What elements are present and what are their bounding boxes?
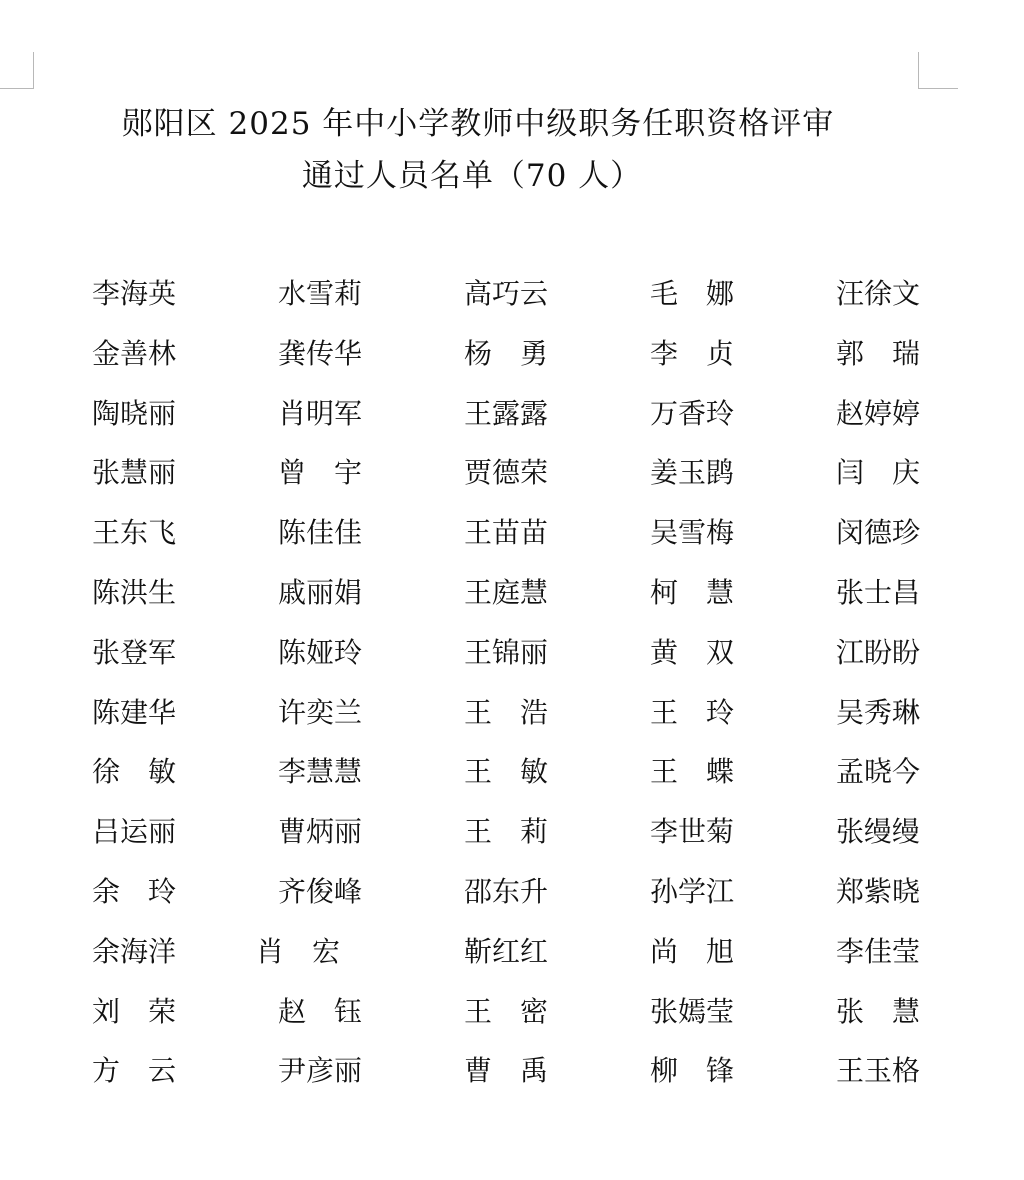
name-entry: 齐俊峰 <box>278 875 363 908</box>
name-entry: 曾 宇 <box>278 456 363 490</box>
name-entry: 王 玲 <box>650 695 735 729</box>
name-entry: 金善林 <box>92 336 177 370</box>
name-entry: 邵东升 <box>464 875 549 908</box>
name-entry: 柯 慧 <box>650 576 735 609</box>
name-entry: 李海英 <box>92 277 177 310</box>
name-entry: 张士昌 <box>836 576 921 609</box>
name-entry: 高巧云 <box>464 277 549 310</box>
name-entry: 曹炳丽 <box>278 815 363 849</box>
name-entry: 方 云 <box>92 1054 177 1088</box>
name-entry: 王苗苗 <box>464 516 549 550</box>
name-entry: 张嫣莹 <box>650 994 735 1028</box>
name-entry: 吕运丽 <box>92 815 177 849</box>
name-entry: 刘 荣 <box>92 994 177 1028</box>
name-entry: 陶晓丽 <box>92 396 177 430</box>
name-entry: 郑紫晓 <box>836 875 921 908</box>
name-entry: 曹 禹 <box>464 1054 549 1088</box>
name-entry: 陈娅玲 <box>278 635 363 669</box>
name-entry: 柳 锋 <box>650 1054 735 1088</box>
name-entry: 许奕兰 <box>278 695 363 729</box>
name-entry: 万香玲 <box>650 396 735 430</box>
name-entry: 王庭慧 <box>464 576 549 609</box>
name-entry: 黄 双 <box>650 635 735 669</box>
name-entry: 肖明军 <box>278 396 363 430</box>
name-entry: 尹彦丽 <box>278 1054 363 1088</box>
name-entry: 李 贞 <box>650 336 735 370</box>
name-entry: 赵婷婷 <box>836 396 921 430</box>
name-entry: 陈建华 <box>92 695 177 729</box>
name-entry: 王东飞 <box>92 516 177 550</box>
name-entry: 戚丽娟 <box>278 576 363 609</box>
name-entry: 张登军 <box>92 635 177 669</box>
name-entry: 姜玉鹍 <box>650 456 735 490</box>
name-entry: 王露露 <box>464 396 549 430</box>
name-entry: 吴秀琳 <box>836 695 921 729</box>
name-entry: 张 慧 <box>836 994 921 1028</box>
name-entry: 余海洋 <box>92 934 177 968</box>
name-entry: 孟晓今 <box>836 755 921 789</box>
name-entry: 李佳莹 <box>836 934 921 968</box>
name-entry: 李世菊 <box>650 815 735 849</box>
name-entry: 余 玲 <box>92 875 177 908</box>
name-entry: 汪徐文 <box>836 277 921 310</box>
name-entry: 王玉格 <box>836 1054 921 1088</box>
name-entry: 郭 瑞 <box>836 336 921 370</box>
name-entry: 张慧丽 <box>92 456 177 490</box>
name-entry: 吴雪梅 <box>650 516 735 550</box>
document-subtitle: 通过人员名单（70 人） <box>301 158 643 194</box>
name-entry: 陈洪生 <box>92 576 177 609</box>
name-entry: 李慧慧 <box>278 755 363 789</box>
document-title: 郧阳区 2025 年中小学教师中级职务任职资格评审 <box>121 106 835 142</box>
name-entry: 王 敏 <box>464 755 549 789</box>
name-entry: 江盼盼 <box>836 635 921 669</box>
name-entry: 贾德荣 <box>464 456 549 490</box>
name-entry: 赵 钰 <box>278 994 363 1028</box>
name-entry: 王 浩 <box>464 695 549 729</box>
name-entry: 王锦丽 <box>464 635 549 669</box>
name-entry: 尚 旭 <box>650 934 735 968</box>
name-entry: 毛 娜 <box>650 277 735 310</box>
name-entry: 闵德珍 <box>836 516 921 550</box>
name-entry: 陈佳佳 <box>278 516 363 550</box>
name-entry: 靳红红 <box>464 934 549 968</box>
name-entry: 杨 勇 <box>464 336 549 370</box>
name-entry: 张缦缦 <box>836 815 921 849</box>
name-entry: 孙学江 <box>650 875 735 908</box>
name-entry: 龚传华 <box>278 336 363 370</box>
name-entry: 王 莉 <box>464 815 549 849</box>
name-entry: 水雪莉 <box>278 277 363 310</box>
name-entry: 徐 敏 <box>92 755 177 789</box>
name-entry: 王 蝶 <box>650 755 735 789</box>
name-entry: 肖 宏 <box>256 934 341 968</box>
name-entry: 闫 庆 <box>836 456 921 490</box>
name-entry: 王 密 <box>464 994 549 1028</box>
